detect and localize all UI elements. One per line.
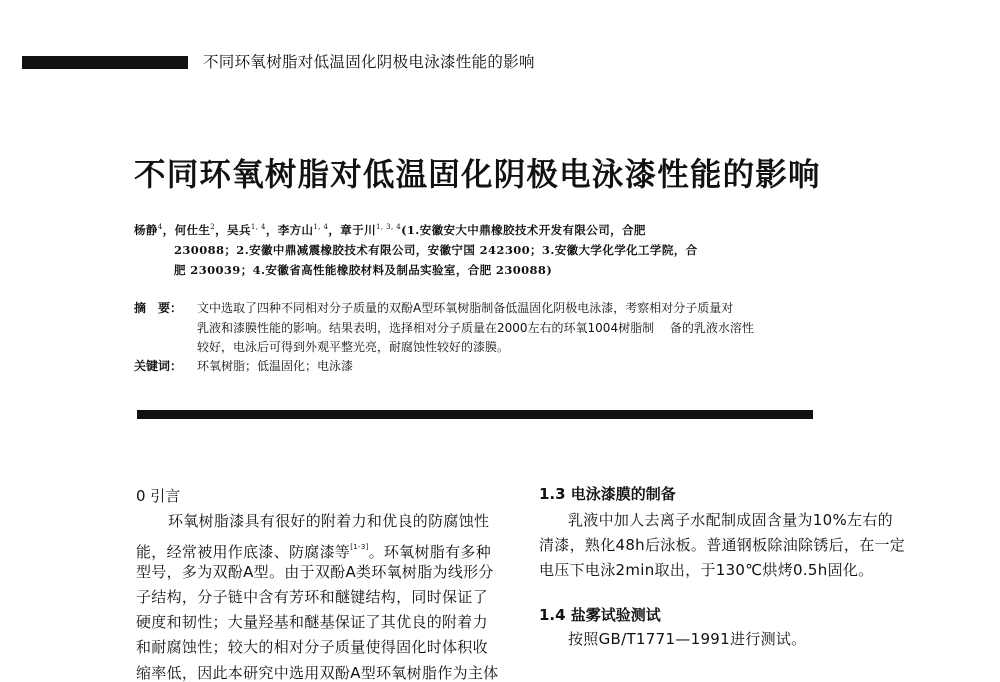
affiliation-mark: 2 [210, 223, 216, 231]
keywords-label: 关键词： [134, 359, 183, 373]
body-text-line: 和耐腐蚀性；较大的相对分子质量使得固化时体积收 [136, 638, 488, 656]
abstract-line: 乳液和漆膜性能的影响。结果表明，选择相对分子质量在2000左右的环氧1004树脂制 备的乳液水溶性 [197, 321, 754, 335]
author-name: ，吴兵 [215, 223, 251, 237]
abstract-label: 摘 要： [134, 301, 183, 315]
body-text-segment: 。环氧树脂有多种 [368, 543, 492, 561]
body-text-line: 子结构，分子链中含有芳环和醚键结构，同时保证了 [136, 588, 488, 606]
affiliation-line: 230088；2.安徽中鼎减震橡胶技术有限公司，安徽宁国 242300；3.安徽大学化学化工学院，合 [174, 243, 698, 257]
author-affiliation-line [134, 222, 646, 238]
author-name: ，李方山 [265, 223, 314, 237]
body-text-line [136, 540, 491, 560]
header-bar [22, 56, 188, 69]
body-text-line: 型号，多为双酚A型。由于双酚A类环氧树脂为线形分 [136, 563, 494, 581]
body-text-line: 清漆，熟化48h后泳板。普通钢板除油除锈后，在一定 [539, 536, 906, 554]
keywords-text: 环氧树脂；低温固化；电泳漆 [197, 359, 354, 373]
body-text-line: 电压下电泳2min取出，于130℃烘烤0.5h固化。 [539, 561, 874, 579]
affiliation-line: 肥 230039；4.安徽省高性能橡胶材料及制品实验室，合肥 230088) [174, 263, 553, 277]
body-text-line: 硬度和韧性；大量羟基和醚基保证了其优良的附着力 [136, 613, 488, 631]
abstract-line: 文中选取了四种不同相对分子质量的双酚A型环氧树脂制备低温固化阴极电泳漆，考察相对分子质量对 [197, 301, 734, 315]
affiliation-mark: 4 [157, 223, 163, 231]
author-name: ，何仕生 [162, 223, 211, 237]
section-heading-1-4: 1.4 盐雾试验测试 [539, 606, 661, 624]
running-head: 不同环氧树脂对低温固化阴极电泳漆性能的影响 [203, 53, 535, 71]
affiliation-mark: 1, 3, 4 [376, 223, 402, 231]
author-name: ，章于川 [328, 223, 376, 237]
body-text-line: 乳液中加人去离子水配制成固含量为10%左右的 [568, 511, 893, 529]
affiliation-text: (1.安徽安大中鼎橡胶技术开发有限公司，合肥 [401, 223, 646, 237]
body-text-segment: 能，经常被用作底漆、防腐漆等 [136, 543, 351, 561]
section-heading-introduction: 0 引言 [136, 487, 181, 505]
body-text-line: 环氧树脂漆具有很好的附着力和优良的防腐蚀性 [168, 512, 490, 530]
body-text-line: 按照GB/T1771—1991进行测试。 [568, 630, 807, 648]
divider-rule [137, 410, 813, 419]
body-text-line: 缩率低，因此本研究中选用双酚A型环氧树脂作为主体 [136, 664, 499, 682]
section-heading-1-3: 1.3 电泳漆膜的制备 [539, 485, 676, 503]
affiliation-mark: 1, 4 [313, 223, 329, 231]
citation-ref: [1-3] [350, 543, 369, 551]
abstract-line: 较好，电泳后可得到外观平整光亮，耐腐蚀性较好的漆膜。 [197, 340, 510, 354]
paper-title: 不同环氧树脂对低温固化阴极电泳漆性能的影响 [134, 157, 821, 193]
author-name: 杨静 [134, 223, 158, 237]
affiliation-mark: 1, 4 [250, 223, 266, 231]
